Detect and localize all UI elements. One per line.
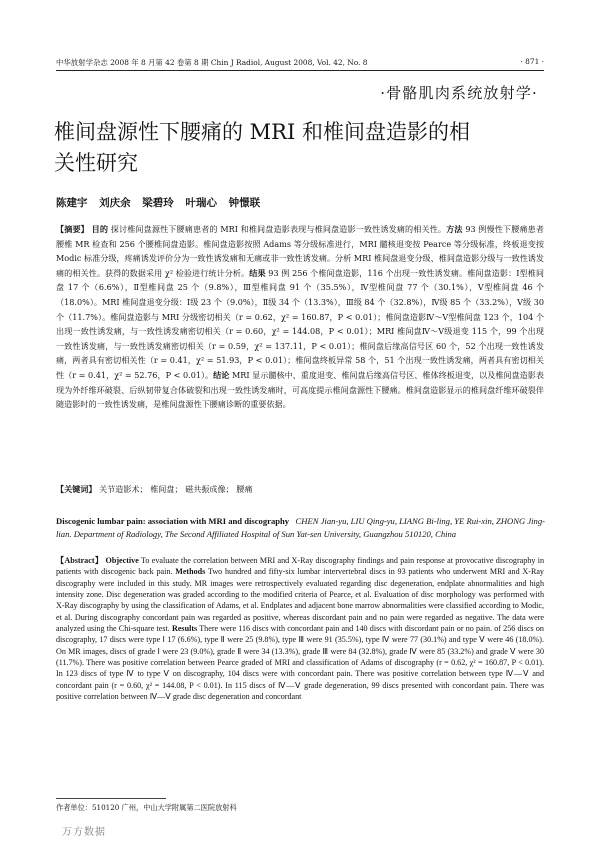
methods-label: 方法 [446,224,463,234]
footnote-rule [56,798,166,799]
article-title: 椎间盘源性下腰痛的 MRI 和椎间盘造影的相关性研究 [54,120,470,175]
abstract-english [56,555,544,702]
conclusion-text: MRI 显示髓核中、重度退变、椎间盘后缘高信号区、椎体终板退变，以及椎间盘造影表现为外纤维环破裂、后纵韧带复合体破裂和出现一致性诱发痛时，可高度提示椎间盘源性下腰痛。椎间盘造影显示的椎间盘纤维环破裂伴随造影时的一致性诱发痛，是椎间盘源性下腰痛诊断的重要依据。 [56,369,544,410]
keywords-text: 关节造影术； 椎间盘； 磁共振成像； 腰痛 [99,484,253,494]
abstract-en-label: 【Abstract】 [56,556,104,565]
journal-citation: 中华放射学杂志 2008 年 8 月第 42 卷第 8 期 Chin J Radiol, August 2008, Vol. 42, No. 8 [56,58,368,67]
keywords-chinese [56,484,544,495]
abstract-chinese [56,222,544,412]
database-watermark: 万方数据 [62,827,106,838]
abstract-label: 【摘要】 [56,224,89,234]
english-authors: CHEN Jian-yu, LIU Qing-yu, LIANG Bi-ling, YE Rui-xin, ZHONG Jing-lian. [56,516,545,539]
objective-label: 目的 [91,224,109,234]
objective-text: 探讨椎间盘源性下腰痛患者的 MRI 和椎间盘造影表现与椎间盘造影一致性诱发痛的相关性。 [110,224,447,234]
author-list: 陈建宇 刘庆余 梁碧玲 叶瑞心 钟憬联 [56,197,261,209]
objective-en-label: Objective [105,556,139,565]
section-tag: ·骨骼肌肉系统放射学· [380,84,538,102]
results-en-text: There were 116 discs with concordant pain and 140 discs with discordant pain or no pain. of 256 discs on discography, 17 discs were type Ⅰ 17 (6.6%), type Ⅱ were 25 (9.8%), type Ⅲ were 91 (35.5%), type Ⅳ were 77 (30.1%) and type Ⅴ were 46 (18.0%). On MR images, discs of grade Ⅰ were 23 (9.0%), grade Ⅱ were 34 (13.3%), grade Ⅲ were 84 (32.8%), grade Ⅳ were 85 (33.2%) and grade Ⅴ were 30 (11.7%). There was positive correlation between Pearce graded of MRI and classification of Adams of discography (r = 0.62, χ² = 160.87, P < 0.01). In 123 discs of type Ⅳ to type Ⅴ on discography, 104 discs were with concordant pain. There was positive correlation between type Ⅳ—Ⅴ and concordant pain (r = 0.60, χ² = 144.08, P < 0.01). In 115 discs of Ⅳ—Ⅴ grade degeneration, 99 discs presented with concordant pain. There was positive correlation between Ⅳ—Ⅴ grade disc degeneration and concordant [56,624,544,702]
english-title-block [56,515,556,540]
author-affiliation-footnote: 作者单位：510120 广州，中山大学附属第二医院放射科 [56,803,237,812]
objective-en-text: To evaluate the correlation between MRI and X-Ray discography findings and pain response at provocative discography in patients with discogenic back pain. [56,556,544,577]
header-rule [56,70,544,71]
page-number: · 871 · [520,57,544,66]
running-header [56,57,544,71]
english-affiliation: Department of Radiology, The Second Affiliated Hospital of Sun Yat-sen University, Guangzhou 510120, China [73,528,457,539]
results-en-label: Results [171,624,198,634]
results-text: 93 例 256 个椎间盘造影，116 个出现一致性诱发痛。椎间盘造影：Ⅰ型椎间盘 17 个（6.6%），Ⅱ型椎间盘 25 个（9.8%），Ⅲ型椎间盘 91 个（35.5%），Ⅳ型椎间盘 77 个（30.1%），Ⅴ型椎间盘 46 个（18.0%）。MRI 椎间盘退变分级：Ⅰ级 23 个（9.0%），Ⅱ级 34 个（13.3%），Ⅲ级 84 个（32.8%），Ⅳ级 85 个（33.2%），Ⅴ级 30 个（11.7%）。椎间盘造影与 MRI 分级密切相关（r = 0.62，χ² = 160.87，P < 0.01）；椎间盘造影Ⅳ～Ⅴ型椎间盘 123 个，104 个出现一致性诱发痛，与一致性诱发痛密切相关（r = 0.60，χ² = 144.08，P < 0.01）；MRI 椎间盘Ⅳ～Ⅴ级退变 115 个，99 个出现一致性诱发痛，与一致性诱发痛密切相关（r = 0.59，χ² = 137.11，P < 0.01）；椎间盘后缘高信号区 60 个，52 个出现一致性诱发痛，两者具有密切相关性（r = 0.41，χ² = 51.93，P < 0.01）；椎间盘终板异常 58 个，51 个出现一致性诱发痛，两者具有密切相关性（r = 0.41，χ² = 52.76，P < 0.01）。 [56,267,544,380]
methods-en-label: Methods [175,567,206,577]
methods-text: 93 例慢性下腰痛患者腰椎 MR 检查和 256 个腰椎间盘造影。椎间盘造影按照 Adams 等分级标准进行，MRI 髓核退变按 Pearce 等分级标准，终板退变按 Modic 标准分级，疼痛诱发评价分为一致性诱发痛和无痛或非一致性诱发痛。分析 MRI 椎间盘退变分级、椎间盘造影分级与一致性诱发痛的相关性。获得的数据采用 χ² 检验进行统计分析。 [56,224,544,278]
results-label: 结果 [249,267,266,278]
methods-en-text: Two hundred and fifty-six lumbar intervertebral discs in 93 patients who underwent MRI and X-Ray discography were included in this study. MR images were retrospectively evaluated regarding disc degeneration, endplate abnormalities and high intensity zone. Disc degeneration was graded according to the modified criteria of Pearce, et al. Evaluation of disc morphology was performed with X-Ray discography by using the classification of Adams, et al. Endplates and adjacent bone marrow abnormalities were classified according to Modic, et al. During discography concordant pain was regarded as positive, whereas discordant pain and no pain were regarded as negative. The data were analyzed using the Chi-square test. [56,567,544,634]
english-title: Discogenic lumbar pain: association with MRI and discography [56,516,290,526]
conclusion-label: 结论 [213,369,230,380]
keywords-label: 【关键词】 [56,484,97,494]
